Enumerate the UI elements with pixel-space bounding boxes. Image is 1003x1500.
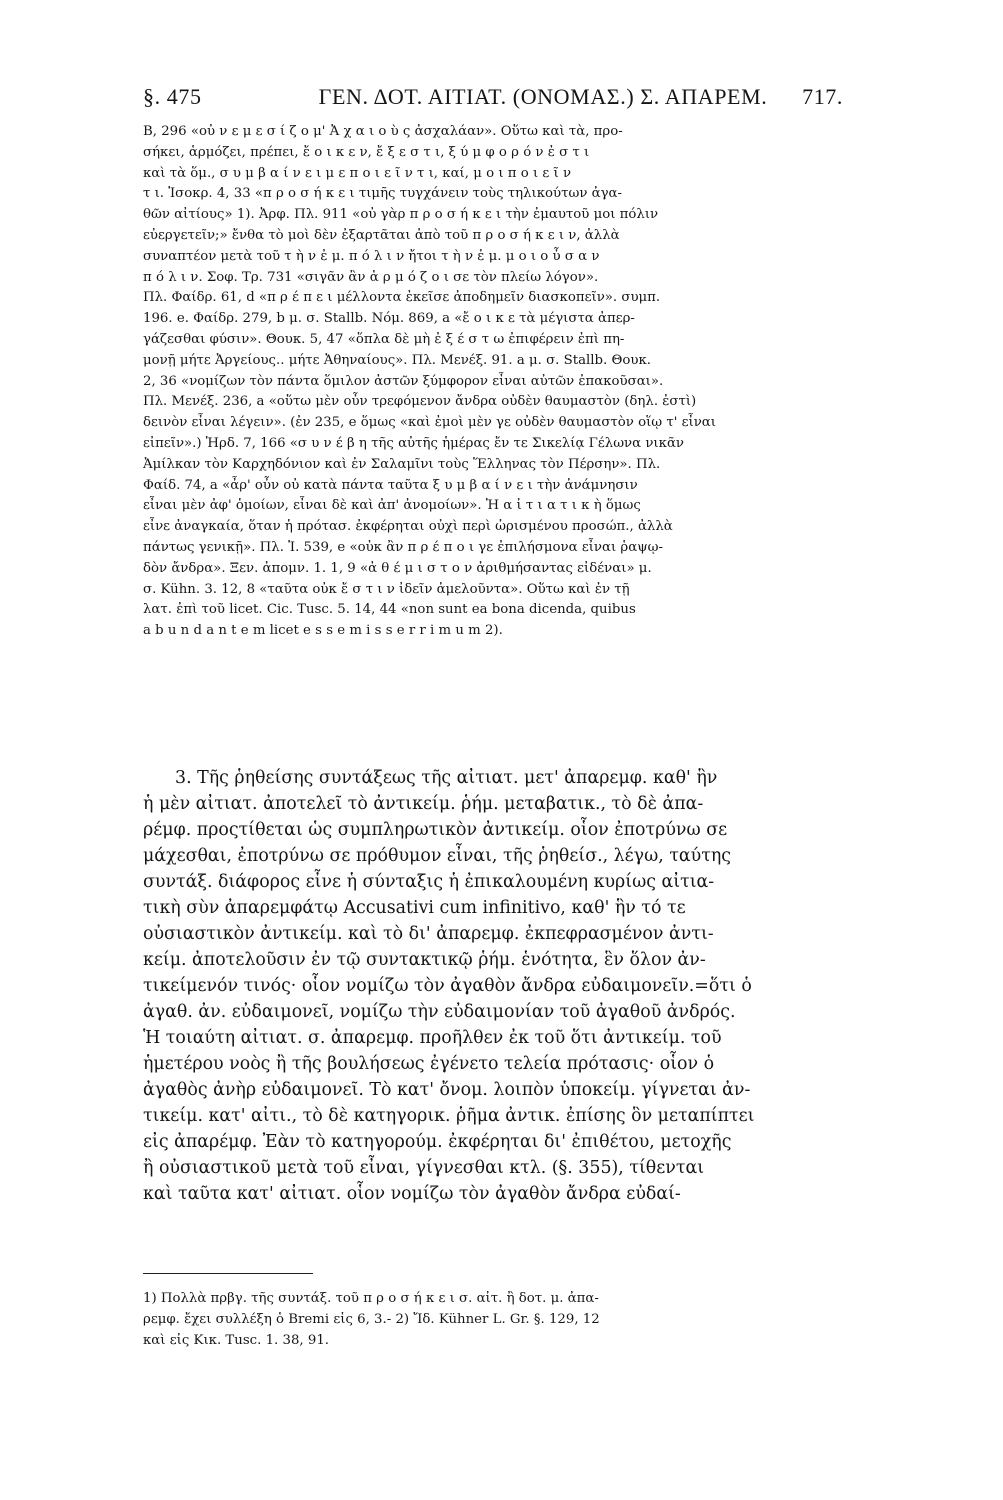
text-line: κείμ. ἀποτελοῦσιν ἐν τῷ συντακτικῷ ῥήμ. ἑνότητα, ἓν ὅλον ἀν- [143, 950, 706, 970]
text-line: τ ι. Ἰσοκρ. 4, 33 «π ρ ο σ ή κ ε ι τιμῆς τυγχάνειν τοὺς τηλικούτων ἀγα- [143, 186, 623, 202]
text-line: τικείμ. κατ' αἰτι., τὸ δὲ κατηγορικ. ῥῆμα ἀντικ. ἐπίσης ὃν μεταπίπτει [143, 1106, 755, 1126]
text-line: εἶνε ἀναγκαία, ὅταν ἡ πρότασ. ἐκφέρηται οὐχὶ περὶ ὡρισμένου προσώπ., ἀλλὰ [143, 519, 673, 535]
text-line: τικὴ σὺν ἀπαρεμφάτῳ Accusativi cum infinitivo, καθ' ἣν τό τε [143, 898, 686, 918]
text-line: συναπτέον μετὰ τοῦ τ ὴ ν ἐ μ. π ό λ ι ν ἤτοι τ ὴ ν ἐ μ. μ ο ι ο ὖ σ α ν [143, 248, 600, 264]
text-line: 2, 36 «νομίζων τὸν πάντα ὅμιλον ἀστῶν ξύμφορον εἶναι αὐτῶν ἐπακοῦσαι». [143, 373, 664, 389]
text-line: πάντως γενικῇ». Πλ. Ἰ. 539, e «οὐκ ἂν π ρ έ π ο ι γε ἐπιλήσμονα εἶναι ῥαψῳ- [143, 539, 663, 555]
text-line: ἀγαθ. ἀν. εὐδαιμονεῖ, νομίζω τὴν εὐδαιμονίαν τοῦ ἀγαθοῦ ἀνδρός. [143, 1002, 736, 1022]
text-line: Ἡ τοιαύτη αἰτιατ. σ. ἀπαρεμφ. προῆλθεν ἐκ τοῦ ὅτι ἀντικείμ. τοῦ [143, 1028, 722, 1048]
text-line: δεινὸν εἶναι λέγειν». (ἐν 235, e ὅμως «καὶ ἐμοὶ μὲν γε οὐδὲν θαυμαστὸν οἵῳ τ' εἶναι [143, 415, 716, 431]
text-line: Πλ. Μενέξ. 236, a «οὕτω μὲν οὖν τρεφόμενον ἄνδρα οὐδὲν θαυμαστὸν (δηλ. ἐστὶ) [143, 394, 697, 410]
text-line: εἰς ἀπαρέμφ. Ἐὰν τὸ κατηγορούμ. ἐκφέρηται δι' ἐπιθέτου, μετοχῆς [143, 1132, 732, 1152]
text-line: a b u n d a n t e m licet e s s e m i s s e r r i m u m 2). [143, 623, 503, 639]
footnote-divider [143, 1273, 313, 1274]
text-line: καὶ τὰ ὅμ., σ υ μ β α ί ν ε ι μ ε π ο ι ε ῖ ν τ ι, καί, μ ο ι π ο ι ε ῖ ν [143, 165, 572, 181]
text-line: Φαίδ. 74, a «ἆρ' οὖν οὐ κατὰ πάντα ταῦτα ξ υ μ β α ί ν ε ι τὴν ἀνάμνησιν [143, 477, 638, 493]
text-line: μάχεσθαι, ἐποτρύνω σε πρόθυμον εἶναι, τῆς ῥηθείσ., λέγω, ταύτης [143, 846, 732, 866]
text-line: καὶ ταῦτα κατ' αἰτιατ. οἷον νομίζω τὸν ἀγαθὸν ἄνδρα εὐδαί- [143, 1184, 681, 1204]
text-line: γάζεσθαι φύσιν». Θουκ. 5, 47 «ὅπλα δὲ μὴ ἐ ξ έ σ τ ω ἐπιφέρειν ἐπὶ πη- [143, 331, 625, 347]
text-line: εἶναι μὲν ἀφ' ὁμοίων, εἶναι δὲ καὶ ἀπ' ἀνομοίων». Ἡ α ἰ τ ι α τ ι κ ὴ ὅμως [143, 498, 641, 514]
text-line: ἡ μὲν αἰτιατ. ἀποτελεῖ τὸ ἀντικείμ. ῥήμ. μεταβατικ., τὸ δὲ ἀπα- [143, 794, 704, 814]
text-line: εὐεργετεῖν;» ἔνθα τὸ μοὶ δὲν ἐξαρτᾶται ἀπὸ τοῦ π ρ ο σ ή κ ε ι ν, ἀλλὰ [143, 227, 620, 243]
text-line: σ. Kühn. 3. 12, 8 «ταῦτα οὐκ ἔ σ τ ι ν ἰδεῖν ἀμελοῦντα». Οὕτω καὶ ἐν τῇ [143, 581, 630, 597]
text-line: μονῇ μήτε Ἀργείους.. μήτε Ἀθηναίους». Πλ. Μενέξ. 91. a μ. σ. Stallb. Θουκ. [143, 352, 652, 368]
text-line: θῶν αἰτίους» 1). Ἀρφ. Πλ. 911 «οὐ γὰρ π ρ ο σ ή κ ε ι τὴν ἐμαυτοῦ μοι πόλιν [143, 207, 659, 223]
footnotes [143, 1288, 843, 1351]
section-number: §. 475 [143, 84, 202, 109]
text-line: ἡμετέρου νοὸς ἢ τῆς βουλήσεως ἐγένετο τελεία πρότασις· οἷον ὁ [143, 1054, 715, 1074]
text-line: εἰπεῖν».) Ἡρδ. 7, 166 «σ υ ν έ β η τῆς αὐτῆς ἡμέρας ἔν τε Σικελίᾳ Γέλωνα νικᾶν [143, 435, 685, 451]
text-line: δὸν ἄνδρα». Ξεν. ἀπομν. 1. 1, 9 «ἀ θ έ μ ι σ τ ο ν ἀριθμήσαντας εἰδέναι» μ. [143, 560, 652, 576]
examples-block [143, 122, 843, 642]
footnote-line: ρεμφ. ἔχει συλλέξη ὁ Bremi εἰς 6, 3.- 2) Ἴδ. Kühner L. Gr. §. 129, 12 [143, 1312, 600, 1327]
running-header [143, 84, 843, 116]
text-line: λατ. ἐπὶ τοῦ licet. Cic. Tusc. 5. 14, 44 «non sunt ea bona dicenda, quibus [143, 602, 636, 618]
text-line: σήκει, ἁρμόζει, πρέπει, ἔ ο ι κ ε ν, ἔ ξ ε σ τ ι, ξ ύ μ φ ο ρ ό ν ἐ σ τ ι [143, 144, 590, 160]
text-line: ἀγαθὸς ἀνὴρ εὐδαιμονεῖ. Τὸ κατ' ὄνομ. λοιπὸν ὑποκείμ. γίγνεται ἀν- [143, 1080, 751, 1100]
text-line: B, 296 «οὐ ν ε μ ε σ ί ζ ο μ' Ἀ χ α ι ο ὺ ς ἀσχαλάαν». Οὕτω καὶ τὰ, προ- [143, 124, 623, 139]
text-line: ἢ οὐσιαστικοῦ μετὰ τοῦ εἶναι, γίγνεσθαι κτλ. (§. 355), τίθενται [143, 1158, 705, 1178]
header-title: ΓΕΝ. ΔΟΤ. ΑΙΤΙΑΤ. (ΟΝΟΜΑΣ.) Σ. ΑΠΑΡΕΜ. [318, 84, 768, 109]
text-line: 196. e. Φαίδρ. 279, b μ. σ. Stallb. Νόμ. 869, a «ἔ ο ι κ ε τὰ μέγιστα ἀπερ- [143, 311, 635, 327]
page-number: 717. [802, 84, 843, 109]
text-line: π ό λ ι ν. Σοφ. Τρ. 731 «σιγᾶν ἂν ἁ ρ μ ό ζ ο ι σε τὸν πλείω λόγον». [143, 269, 599, 285]
text-line: 3. Τῆς ῥηθείσης συντάξεως τῆς αἰτιατ. μετ' ἀπαρεμφ. καθ' ἣν [175, 768, 718, 788]
text-line: συντάξ. διάφορος εἶνε ἡ σύνταξις ἡ ἐπικαλουμένη κυρίως αἰτια- [143, 872, 715, 892]
footnote-line: 1) Πολλὰ πρβγ. τῆς συντάξ. τοῦ π ρ ο σ ή κ ε ι σ. αἰτ. ἢ δοτ. μ. ἀπα- [143, 1291, 599, 1306]
text-line: τικείμενόν τινός· οἷον νομίζω τὸν ἀγαθὸν ἄνδρα εὐδαιμονεῖν.=ὅτι ὁ [143, 976, 752, 996]
text-line: ρέμφ. προςτίθεται ὡς συμπληρωτικὸν ἀντικείμ. οἷον ἐποτρύνω σε [143, 820, 728, 840]
text-line: οὐσιαστικὸν ἀντικείμ. καὶ τὸ δι' ἀπαρεμφ. ἐκπεφρασμένον ἀντι- [143, 924, 714, 944]
footnote-line: καὶ εἰς Κικ. Tusc. 1. 38, 91. [143, 1333, 330, 1348]
main-paragraph [143, 765, 843, 1207]
text-line: Πλ. Φαίδρ. 61, d «π ρ έ π ε ι μέλλοντα ἐκεῖσε ἀποδημεῖν διασκοπεῖν». συμπ. [143, 290, 661, 306]
text-line: Ἀμίλκαν τὸν Καρχηδόνιον καὶ ἐν Σαλαμῖνι τοὺς Ἕλληνας τὸν Πέρσην». Πλ. [143, 456, 661, 472]
